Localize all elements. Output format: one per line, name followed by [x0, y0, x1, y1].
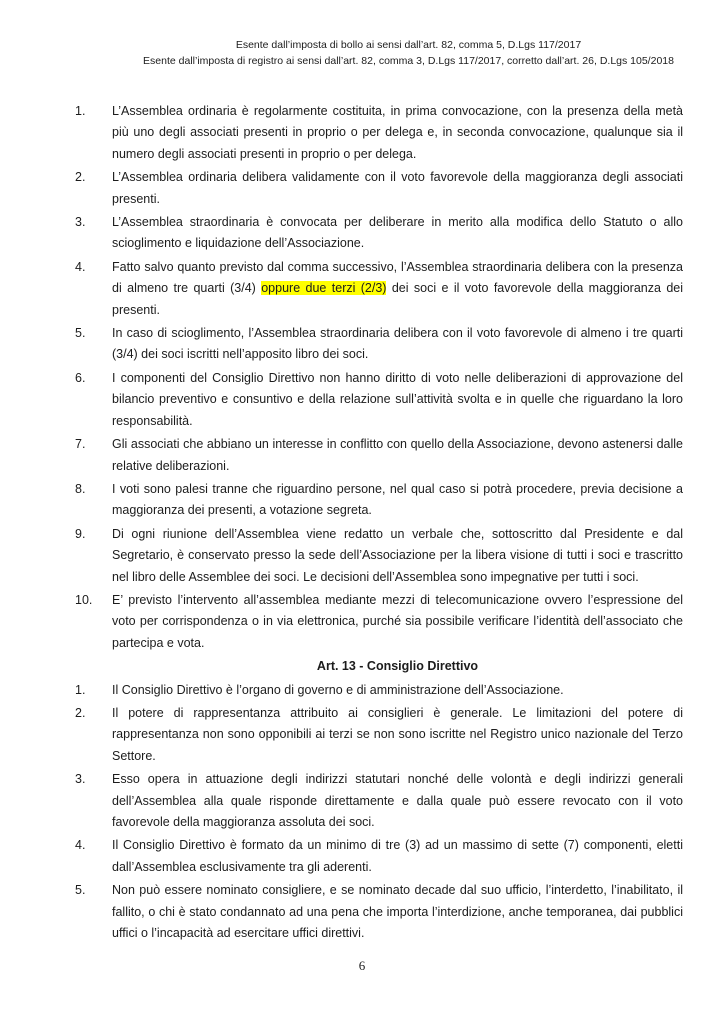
list-item [75, 769, 683, 833]
list-item-number: 1. [75, 104, 86, 118]
list-item [75, 703, 683, 767]
list-item-text: L’Assemblea ordinaria delibera validamente con il voto favorevole della maggioranza degli associati presenti. [112, 170, 683, 206]
list-item-number: 2. [75, 170, 86, 185]
highlighted-text: oppure due terzi (2/3) [261, 281, 387, 296]
list-item-number: 4. [75, 259, 86, 274]
assemblea-list [75, 101, 683, 654]
consiglio-list [75, 680, 683, 945]
list-item-text: L’Assemblea ordinaria è regolarmente costituita, in prima convocazione, con la presenza della metà più uno degli associati presenti in proprio o per delega e, in seconda convocazione, qualunque sia il numero degli associati presenti in proprio o per delega. [112, 104, 683, 161]
list-item-text: Esso opera in attuazione degli indirizzi statutari nonché delle volontà e degli indirizzi generali dell’Assemblea alla quale risponde direttamente e dalla quale può essere revocato con il voto favorevole della maggioranza assoluta dei soci. [112, 772, 683, 829]
list-item-number: 9. [75, 526, 86, 541]
list-item-text: In caso di scioglimento, l’Assemblea straordinaria delibera con il voto favorevole di almeno i tre quarti (3/4) dei soci iscritti nell’apposito libro dei soci. [112, 326, 683, 362]
list-item-text [112, 257, 683, 321]
list-item-number: 5. [75, 326, 86, 341]
list-item-text: Il potere di rappresentanza attribuito ai consiglieri è generale. Le limitazioni del potere di rappresentanza non sono opponibili ai terzi se non sono iscritte nel Registro unico nazionale del Terzo Settore. [112, 705, 683, 763]
list-item-number: 10. [75, 592, 93, 607]
text-after-highlight: dei soci e il voto favorevole della maggioranza dei presenti. [112, 281, 684, 317]
list-item [75, 524, 683, 588]
list-item [75, 680, 683, 701]
header-line-2: Esente dall’imposta di registro ai sensi dall’art. 82, comma 3, D.Lgs 117/2017, corretto dall’art. 26, D.Lgs 105/2018 [143, 55, 674, 67]
list-item-number: 2. [75, 705, 86, 720]
list-item-text: E’ previsto l’intervento all’assemblea mediante mezzi di telecomunicazione ovvero l’espressione del voto per corrispondenza o in via elettronica, purché sia possibile verificare l’identità dell’associato che partecipa e vota. [112, 592, 683, 650]
list-item [75, 101, 683, 165]
list-item-text: Non può essere nominato consigliere, e se nominato decade dal suo ufficio, l’interdetto, l’inabilitato, il fallito, o chi è stato condannato ad una pena che importa l’interdizione, anche temporanea, dai pubblici uffici o l’incapacità ad esercitare uffici direttivi. [112, 883, 683, 941]
document-body [75, 101, 683, 946]
list-item [75, 880, 683, 944]
list-item-text: Il Consiglio Direttivo è l’organo di governo e di amministrazione dell’Associazione. [112, 682, 564, 697]
article-13-heading: Art. 13 - Consiglio Direttivo [316, 659, 479, 674]
list-item-text: L’Assemblea straordinaria è convocata per deliberare in merito alla modifica dello Statuto o allo scioglimento e liquidazione dell’Associazione. [112, 215, 683, 251]
list-item-number: 3. [75, 215, 86, 230]
list-item [75, 368, 683, 432]
list-item-text: Gli associati che abbiano un interesse in conflitto con quello della Associazione, devono astenersi dalle relative deliberazioni. [112, 437, 683, 473]
list-item [75, 434, 683, 477]
list-item-number: 4. [75, 838, 86, 853]
list-item [75, 590, 683, 654]
list-item-text: Di ogni riunione dell’Assemblea viene redatto un verbale che, sottoscritto dal Presidente e dal Segretario, è conservato presso la sede dell’Associazione per la libera visione di tutti i soci e trascritto nel libro delle Assemblee dei soci. Le decisioni dell’Assemblea sono impegnative per tutti i soci. [112, 526, 683, 584]
list-item-number: 1. [75, 682, 86, 697]
list-item [75, 212, 683, 255]
list-item-number: 8. [75, 481, 86, 496]
list-item [75, 835, 683, 878]
list-item-text: I voti sono palesi tranne che riguardino persone, nel qual caso si potrà procedere, previa decisione a maggioranza dei presenti, a votazione segreta. [112, 481, 683, 518]
text-before-highlight: Fatto salvo quanto previsto dal comma successivo, l’Assemblea straordinaria delibera con la presenza di almeno tre quarti (3/4) [112, 259, 683, 296]
list-item-number: 5. [75, 883, 86, 898]
list-item-number: 6. [75, 370, 86, 385]
list-item-text: I componenti del Consiglio Direttivo non hanno diritto di voto nelle deliberazioni di approvazione del bilancio preventivo e consuntivo e della relazione sull’attività svolta e in quelle che riguardano la loro responsabilità. [112, 370, 683, 428]
header-exemption [105, 37, 712, 69]
list-item [75, 167, 683, 210]
list-item-text: Il Consiglio Direttivo è formato da un minimo di tre (3) ad un massimo di sette (7) componenti, eletti dall’Assemblea esclusivamente tra gli aderenti. [112, 838, 683, 874]
list-item-number: 7. [75, 437, 86, 452]
page-number: 6 [358, 958, 366, 973]
list-item-number: 3. [75, 772, 86, 787]
list-item [75, 323, 683, 366]
list-item [75, 479, 683, 522]
list-item [75, 257, 683, 321]
header-line-1: Esente dall’imposta di bollo ai sensi dall’art. 82, comma 5, D.Lgs 117/2017 [235, 39, 582, 51]
